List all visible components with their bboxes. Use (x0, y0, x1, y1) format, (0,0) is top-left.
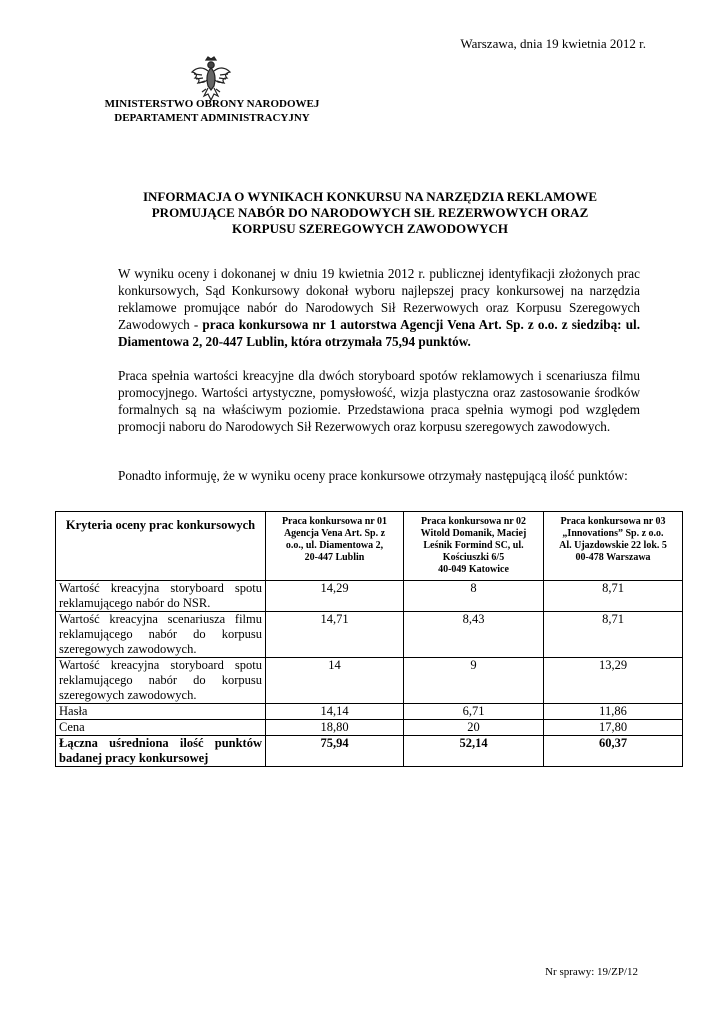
criterion-label: Wartość kreacyjna storyboard spotu reklamującego nabór do korpusu szeregowych zawodowych. (56, 658, 266, 704)
criterion-label: Wartość kreacyjna scenariusza filmu reklamującego nabór do korpusu szeregowych zawodowych. (56, 612, 266, 658)
paragraph-text: Praca spełnia wartości kreacyjne dla dwóch storyboard spotów reklamowych i scenariusza filmu promocyjnego. Wartości artystyczne, pomysłowość, wizja plastyczna oraz zastosowanie środków formalnych są na właściwym poziomie. Przedstawiona praca spełnia wymogi pod względem promocji naboru do Narodowych Sił Rezerwowych oraz korpusu szeregowych zawodowych. (118, 368, 640, 434)
scores-table (55, 511, 683, 767)
winner-statement: praca konkursowa nr 1 autorstwa Agencji Vena Art. Sp. z o.o. z siedzibą: ul. Diamentowa 2, 20-447 Lublin, która otrzymała 75,94 punktów. (118, 317, 640, 349)
score-cell: 8,43 (404, 612, 544, 658)
total-score-cell: 75,94 (266, 736, 404, 767)
total-label: Łączna uśredniona ilość punktów badanej pracy konkursowej (56, 736, 266, 767)
header-line: Praca konkursowa nr 01 (281, 516, 388, 527)
total-score-cell: 60,37 (544, 736, 683, 767)
score-cell: 14 (266, 658, 404, 704)
title-line: PROMUJĄCE NABÓR DO NARODOWYCH SIŁ REZERWOWYCH ORAZ (151, 205, 589, 220)
header-line: o.o., ul. Diamentowa 2, (285, 540, 384, 551)
paragraph-scores-intro (84, 467, 640, 484)
score-cell: 8,71 (544, 581, 683, 612)
paragraph-evaluation (84, 367, 640, 435)
ministry-name: MINISTERSTWO OBRONY NARODOWEJ (104, 98, 320, 110)
header-line: Al. Ujazdowskie 22 lok. 5 (559, 540, 667, 551)
score-cell: 20 (404, 720, 544, 736)
header-entry-3 (544, 512, 683, 581)
header-line: 00-478 Warszawa (575, 552, 651, 563)
title-line: INFORMACJA O WYNIKACH KONKURSU NA NARZĘDZIA REKLAMOWE (142, 189, 598, 204)
header-line: Kościuszki 6/5 (442, 552, 505, 563)
paragraph-text: W wyniku oceny i dokonanej w dniu 19 kwietnia 2012 r. publicznej identyfikacji złożonych prac konkursowych, Sąd Konkursowy dokonał wyboru najlepszej pracy konkursowej na narzędzia reklamowe promujące nabór do Narodowych Sił Rezerwowych oraz Korpusu Szeregowych Zawodowych - (118, 266, 640, 332)
header-entry-1 (266, 512, 404, 581)
table-row (56, 720, 683, 736)
paragraph-results (84, 265, 640, 350)
header-line: „Innovations” Sp. z o.o. (562, 528, 664, 539)
header-line: Praca konkursowa nr 02 (420, 516, 527, 527)
department-name: DEPARTAMENT ADMINISTRACYJNY (114, 112, 310, 124)
case-number: Nr sprawy: 19/ZP/12 (545, 966, 638, 978)
criterion-label: Wartość kreacyjna storyboard spotu reklamującego nabór do NSR. (56, 581, 266, 612)
header-entry-2 (404, 512, 544, 581)
header-line: 20-447 Lublin (304, 552, 365, 563)
table-total-row (56, 736, 683, 767)
table-row (56, 612, 683, 658)
score-cell: 17,80 (544, 720, 683, 736)
header-line: Praca konkursowa nr 03 (560, 516, 666, 527)
score-cell: 8,71 (544, 612, 683, 658)
score-cell: 13,29 (544, 658, 683, 704)
score-cell: 18,80 (266, 720, 404, 736)
polish-eagle-emblem-icon (190, 56, 232, 102)
ministry-header (84, 97, 340, 125)
table-row (56, 704, 683, 720)
score-cell: 8 (404, 581, 544, 612)
score-cell: 11,86 (544, 704, 683, 720)
paragraph-text: Ponadto informuję, że w wyniku oceny prace konkursowe otrzymały następującą ilość punktów: (118, 468, 628, 483)
total-score-cell: 52,14 (404, 736, 544, 767)
header-line: Agencja Vena Art. Sp. z (283, 528, 386, 539)
header-line: 40-049 Katowice (438, 564, 509, 575)
document-date: Warszawa, dnia 19 kwietnia 2012 r. (460, 36, 646, 51)
score-cell: 14,29 (266, 581, 404, 612)
criterion-label: Hasła (56, 704, 266, 720)
table-row (56, 658, 683, 704)
header-line: Witold Domanik, Maciej (420, 528, 527, 539)
score-cell: 9 (404, 658, 544, 704)
table-row (56, 581, 683, 612)
score-cell: 6,71 (404, 704, 544, 720)
criterion-label: Cena (56, 720, 266, 736)
header-criteria: Kryteria oceny prac konkursowych (56, 512, 266, 581)
document-title (80, 189, 660, 237)
title-line: KORPUSU SZEREGOWYCH ZAWODOWYCH (232, 221, 508, 236)
header-line: Leśnik Formind SC, ul. (423, 540, 524, 551)
table-header-row (56, 512, 683, 581)
score-cell: 14,14 (266, 704, 404, 720)
score-cell: 14,71 (266, 612, 404, 658)
